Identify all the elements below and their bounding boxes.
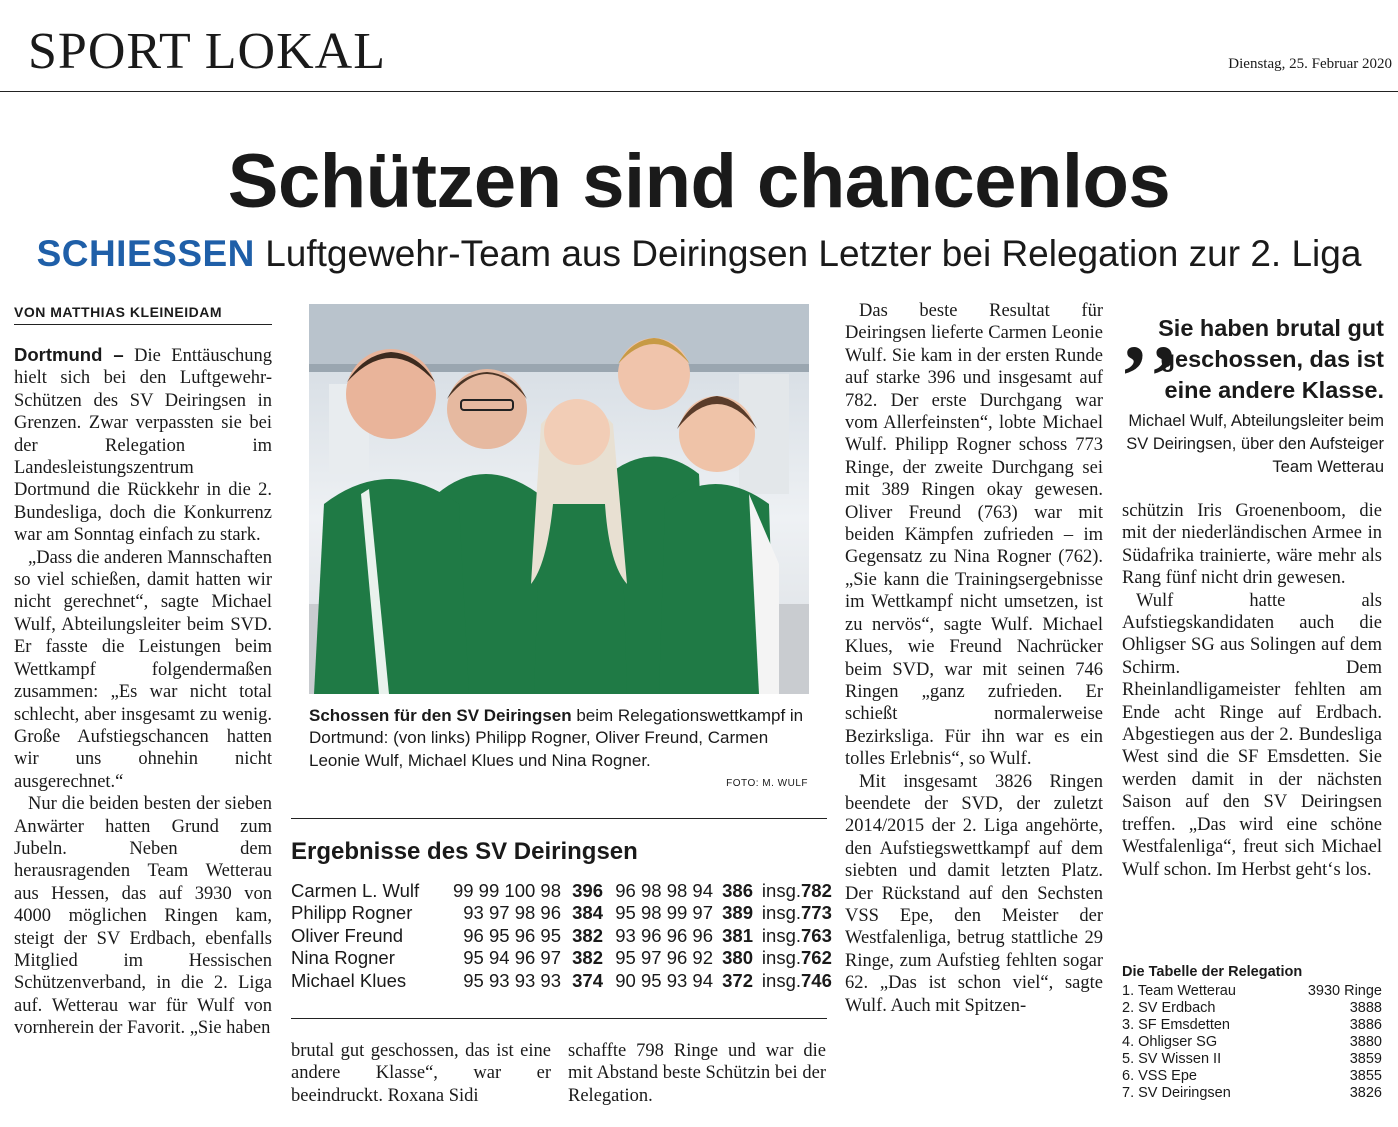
standings-team: 4. Ohligser SG bbox=[1122, 1034, 1218, 1050]
photo-caption bbox=[309, 705, 809, 772]
article-column-4 bbox=[1122, 500, 1382, 881]
article-column-3 bbox=[845, 300, 1103, 1017]
paragraph: schaffte 798 Ringe und war die mit Abstand beste Schützin bei der Relegation. bbox=[568, 1041, 826, 1106]
standings-team: 1. Team Wetterau bbox=[1122, 983, 1236, 999]
standings-score: 3930 Ringe bbox=[1307, 983, 1382, 999]
standings-row bbox=[1122, 1068, 1382, 1085]
results-row bbox=[291, 902, 831, 924]
results-cell-r1: 96 95 96 95 bbox=[463, 924, 561, 946]
results-cell-s1: 382 bbox=[572, 947, 603, 969]
results-cell-r2: 95 98 99 97 bbox=[615, 902, 713, 924]
standings-row bbox=[1122, 1034, 1382, 1051]
results-cell-name: Carmen L. Wulf bbox=[291, 880, 420, 901]
results-cell-total: 773 bbox=[801, 902, 832, 924]
section-title: SPORT LOKAL bbox=[28, 23, 386, 80]
pull-quote-source: Michael Wulf, Abteilungsleiter beim SV Deiringsen, über den Aufsteiger Team Wetterau bbox=[1126, 412, 1384, 476]
standings-score: 3880 bbox=[1349, 1034, 1382, 1050]
results-cell-total: 762 bbox=[801, 947, 832, 969]
standings-row bbox=[1122, 1017, 1382, 1034]
standings-row bbox=[1122, 1000, 1382, 1017]
results-row bbox=[291, 880, 831, 902]
results-row bbox=[291, 970, 831, 992]
results-table bbox=[291, 880, 831, 992]
results-cell-r1: 95 93 93 93 bbox=[463, 969, 561, 991]
results-cell-s2: 380 bbox=[722, 947, 753, 969]
standings-title: Die Tabelle der Relegation bbox=[1122, 964, 1303, 980]
standings-score: 3886 bbox=[1349, 1017, 1382, 1033]
article-column-2a bbox=[291, 1040, 551, 1107]
standings-team: 5. SV Wissen II bbox=[1122, 1051, 1222, 1067]
results-bottom-rule bbox=[291, 1018, 827, 1019]
results-cell-s1: 374 bbox=[572, 969, 603, 991]
results-cell-s2: 389 bbox=[722, 902, 753, 924]
paragraph-text: Die Enttäuschung hielt sich bei den Luftgewehr-Schützen des SV Deiringsen in Grenzen. Zwar verpassten sie bei der Relegation im Landesleistungszentrum Dortmund die Rückkehr in die 2. Bundesliga, doch die Konkurrenz war am Sonntag einfach zu stark. bbox=[14, 346, 272, 546]
results-cell-name: Oliver Freund bbox=[291, 924, 404, 946]
results-cell-r2: 96 98 98 94 bbox=[615, 880, 713, 901]
standings-score: 3855 bbox=[1349, 1068, 1382, 1084]
person-carmen-leonie-wulf bbox=[531, 399, 627, 694]
paragraph: brutal gut geschossen, das ist eine andere Klasse“, war er beeindruckt. Roxana Sidi bbox=[291, 1041, 551, 1106]
results-cell-s2: 372 bbox=[722, 969, 753, 991]
quote-mark-icon: ‚‚ bbox=[1120, 283, 1179, 380]
results-cell-s1: 384 bbox=[572, 902, 603, 924]
dateline: Dortmund – bbox=[14, 344, 124, 365]
team-photo bbox=[309, 304, 809, 694]
standings-score: 3888 bbox=[1349, 1000, 1382, 1016]
results-cell-s1: 396 bbox=[572, 880, 603, 901]
results-cell-r1: 93 97 98 96 bbox=[463, 902, 561, 924]
results-cell-total: 782 bbox=[801, 880, 832, 901]
paragraph: Nur die beiden besten der sieben Anwärter hatten Grund zum Jubeln. Neben dem herausragenden Team Wetterau aus Hessen, das auf 3930 von 4000 möglichen Ringen kam, steigt der SV Erdbach, ebenfalls Mitglied im Hessischen Schützenverband, in die 2. Liga auf. Wetterau war für Wulf von vornherein der Favorit. „Sie haben bbox=[14, 794, 272, 1039]
results-row bbox=[291, 947, 831, 969]
paragraph: Mit insgesamt 3826 Ringen beendete der SVD, der zuletzt 2014/2015 der 2. Liga angehörte, den Aufstiegswettkampf auf dem siebten und damit letzten Platz. Der Rückstand auf den Sechsten VSS Epe, den Meister der Westfalenliga, betrug stattliche 29 Ringe, zum Aufstieg fehlten sogar 62. „Das ist schon viel“, sagte Wulf. Auch mit Spitzen- bbox=[845, 771, 1103, 1016]
results-cell-name: Nina Rogner bbox=[291, 947, 395, 969]
photo-credit: FOTO: M. WULF bbox=[726, 778, 808, 789]
results-cell-s1: 382 bbox=[572, 924, 603, 946]
standings-team: 3. SF Emsdetten bbox=[1122, 1017, 1230, 1033]
results-cell-r1: 99 99 100 98 bbox=[452, 880, 561, 901]
results-cell-s2: 386 bbox=[722, 880, 753, 901]
article-column-1 bbox=[14, 344, 272, 1040]
article-kicker: SCHIESSEN bbox=[36, 233, 255, 274]
paragraph bbox=[14, 344, 272, 547]
results-cell-r2: 90 95 93 94 bbox=[615, 969, 713, 991]
standings-team: 2. SV Erdbach bbox=[1122, 1000, 1216, 1016]
caption-lead: Schossen für den SV Deiringsen bbox=[309, 706, 572, 725]
results-cell-total: 763 bbox=[801, 924, 832, 946]
header-divider bbox=[0, 91, 1398, 92]
results-cell-insg: insg. bbox=[761, 880, 801, 901]
article-subheadline bbox=[0, 233, 1398, 275]
results-cell-insg: insg. bbox=[761, 924, 801, 946]
standings-row bbox=[1122, 1085, 1382, 1102]
standings-score: 3826 bbox=[1349, 1085, 1382, 1101]
paragraph: Wulf hatte als Aufstiegskandidaten auch die Ohligser SG aus Solingen auf dem Schirm. Dem Rheinlandligameister fehlten am Ende acht Ringe auf Erdbach. Abgestiegen aus der 2. Bundesliga West sind die SF Emsdetten. Sie werden damit in der nächsten Saison auf den SV Deiringsen treffen. „Das wird eine schöne Westfalenliga“, freut sich Michael Wulf schon. Im Herbst geht‘s los. bbox=[1122, 590, 1382, 880]
pull-quote: Sie haben brutal gut geschossen, das ist eine andere Klasse. bbox=[1158, 315, 1384, 403]
standings-team: 7. SV Deiringsen bbox=[1122, 1085, 1231, 1101]
results-title: Ergebnisse des SV Deiringsen bbox=[291, 838, 638, 865]
standings-row bbox=[1122, 1051, 1382, 1068]
issue-date: Dienstag, 25. Februar 2020 bbox=[1228, 56, 1392, 72]
results-row bbox=[291, 925, 831, 947]
results-cell-r2: 93 96 96 96 bbox=[615, 924, 713, 946]
standings-score: 3859 bbox=[1349, 1051, 1382, 1067]
standings-team: 6. VSS Epe bbox=[1122, 1068, 1197, 1084]
team-photo-illustration bbox=[309, 304, 809, 694]
results-cell-total: 746 bbox=[801, 969, 832, 991]
article-headline: Schützen sind chancenlos bbox=[227, 139, 1171, 224]
results-cell-name: Michael Klues bbox=[291, 969, 407, 991]
paragraph: Das beste Resultat für Deiringsen lieferte Carmen Leonie Wulf. Sie kam in der ersten Runde auf starke 396 und insgesamt auf 782. Der erste Durchgang war vom Allerfeinsten“, lobte Michael Wulf. Philipp Rogner schoss 773 Ringe, der zweite Durchgang sei mit 389 Ringen okay gewesen. Oliver Freund (763) war mit beiden Kämpfen zufrieden – im Gegensatz zu Nina Rogner (762). „Sie kann die Trainingsergebnisse im Wettkampf nicht umsetzen, ist zu nervös“, sagte Wulf. Michael Klues, wie Freund Nachrücker beim SVD, war mit seinen 746 Ringen „ganz zufrieden. Er schießt normalerweise Bezirksliga. Für ihn war es ein tolles Erlebnis“, so Wulf. bbox=[845, 301, 1103, 770]
results-cell-insg: insg. bbox=[761, 947, 801, 969]
subheadline-text: Luftgewehr-Team aus Deiringsen Letzter bei Relegation zur 2. Liga bbox=[265, 233, 1362, 274]
paragraph: „Dass die anderen Mannschaften so viel schießen, damit hatten wir nicht gerechnet“, sagte Michael Wulf, Abteilungsleiter beim SVD. Er fasste die Leistungen beim Wettkampf folgendermaßen zusammen: „Es war nicht total schlecht, aber insgesamt zu wenig. Große Aufstiegschancen hatten wir uns ohnehin nicht ausgerechnet.“ bbox=[14, 547, 272, 792]
caption-text: beim Relegationswettkampf in Dortmund: (von links) Philipp Rogner, Oliver Freund, Carmen Leonie Wulf, Michael Klues und Nina Rogner. bbox=[309, 706, 804, 770]
results-cell-insg: insg. bbox=[761, 969, 801, 991]
results-cell-insg: insg. bbox=[761, 902, 801, 924]
article-column-2b bbox=[568, 1040, 826, 1107]
results-cell-r1: 95 94 96 97 bbox=[463, 947, 561, 969]
results-cell-name: Philipp Rogner bbox=[291, 902, 413, 924]
results-top-rule bbox=[291, 818, 827, 819]
results-cell-r2: 95 97 96 92 bbox=[615, 947, 713, 969]
standings-table bbox=[1122, 983, 1382, 1102]
results-cell-s2: 381 bbox=[722, 924, 753, 946]
paragraph: schützin Iris Groenenboom, die mit der niederländischen Armee in Südafrika trainierte, wäre mehr als Rang fünf nicht drin gewesen. bbox=[1122, 501, 1382, 589]
standings-row bbox=[1122, 983, 1382, 1000]
byline: VON MATTHIAS KLEINEIDAM bbox=[14, 304, 272, 325]
